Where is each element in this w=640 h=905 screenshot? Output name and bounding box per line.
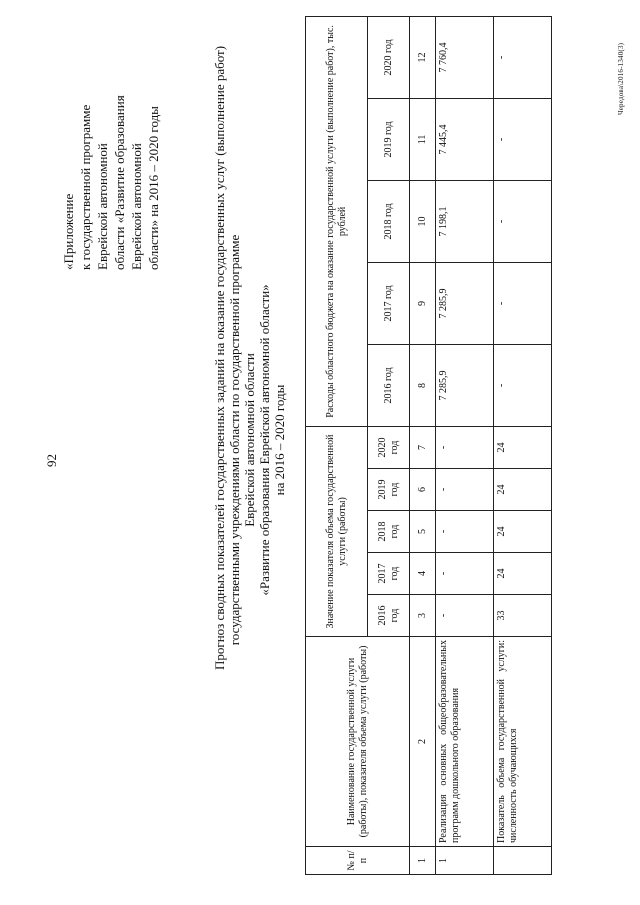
row-value: - [494,16,552,98]
column-number: 3 [410,595,436,637]
document-title [212,45,287,670]
title-line: государственными учреждениями области по государственной программе [227,234,242,646]
footer-code: Чередова\2016-1340(3) [617,42,625,115]
header-num: № п/п [306,847,410,875]
header-volume-year: 2019 год [368,469,410,511]
header-volume-year: 2016 год [368,595,410,637]
row-num: 1 [436,847,494,875]
row-value: 24 [494,469,552,511]
column-number: 8 [410,344,436,426]
title-line: «Развитие образования Еврейской автономной области» [257,284,272,596]
page-number: 92 [44,454,59,467]
column-number: 4 [410,553,436,595]
title-line: Прогноз сводных показателей государственных заданий на оказание государственных услуг (выполнение работ) [212,45,227,670]
forecast-table [305,16,552,875]
header-expense-year: 2019 год [368,98,410,180]
column-number: 7 [410,426,436,468]
appendix-line: области «Развитие образования [112,95,127,270]
row-value: 7 198,1 [436,180,494,262]
row-num [494,847,552,875]
appendix-line: Еврейской автономной [95,143,110,270]
row-value: 7 760,4 [436,16,494,98]
column-number: 9 [410,262,436,344]
row-value: - [436,553,494,595]
column-number: 6 [410,469,436,511]
row-value: - [494,180,552,262]
row-value: 24 [494,553,552,595]
row-value: - [494,344,552,426]
row-value: - [436,595,494,637]
appendix-line: к государственной программе [78,104,93,270]
row-name: Реализация основных общеобразовательных программ дошкольного образования [436,637,494,847]
row-value: 7 285,9 [436,344,494,426]
row-value: 7 445,4 [436,98,494,180]
header-volume-year: 2018 год [368,511,410,553]
appendix-block [60,95,162,270]
column-number: 11 [410,98,436,180]
column-number: 1 [410,847,436,875]
header-volume-year: 2020 год [368,426,410,468]
column-number: 12 [410,16,436,98]
row-value: 33 [494,595,552,637]
column-number-row [410,16,436,874]
header-expense-year: 2020 год [368,16,410,98]
column-number: 5 [410,511,436,553]
header-row [306,16,368,874]
appendix-line: области» на 2016 – 2020 годы [146,106,161,270]
header-expense-year: 2018 год [368,180,410,262]
header-name: Наименование государственной услуги (работы), показателя объема услуги (работы) [306,637,410,847]
title-line: Еврейской автономной области [242,353,257,527]
row-value: - [494,98,552,180]
row-value: 7 285,9 [436,262,494,344]
appendix-line: «Приложение [61,193,76,270]
title-line: на 2016 – 2020 годы [272,384,287,496]
row-name: Показатель объема государственной услуги: численность обучающихся [494,637,552,847]
row-value: - [436,426,494,468]
table-row [494,16,552,874]
row-value: - [436,469,494,511]
header-expense-year: 2016 год [368,344,410,426]
row-value: 24 [494,426,552,468]
column-number: 2 [410,637,436,847]
header-expense-group: Расходы областного бюджета на оказание государственной услуги (выполнение работ), тыс. рублей [306,16,368,426]
header-volume-year: 2017 год [368,553,410,595]
header-volume-group: Значение показателя объема государственной услуги (работы) [306,426,368,636]
row-value: - [494,262,552,344]
header-expense-year: 2017 год [368,262,410,344]
table-row [436,16,494,874]
appendix-line: Еврейской автономной [129,143,144,270]
row-value: 24 [494,511,552,553]
row-value: - [436,511,494,553]
column-number: 10 [410,180,436,262]
